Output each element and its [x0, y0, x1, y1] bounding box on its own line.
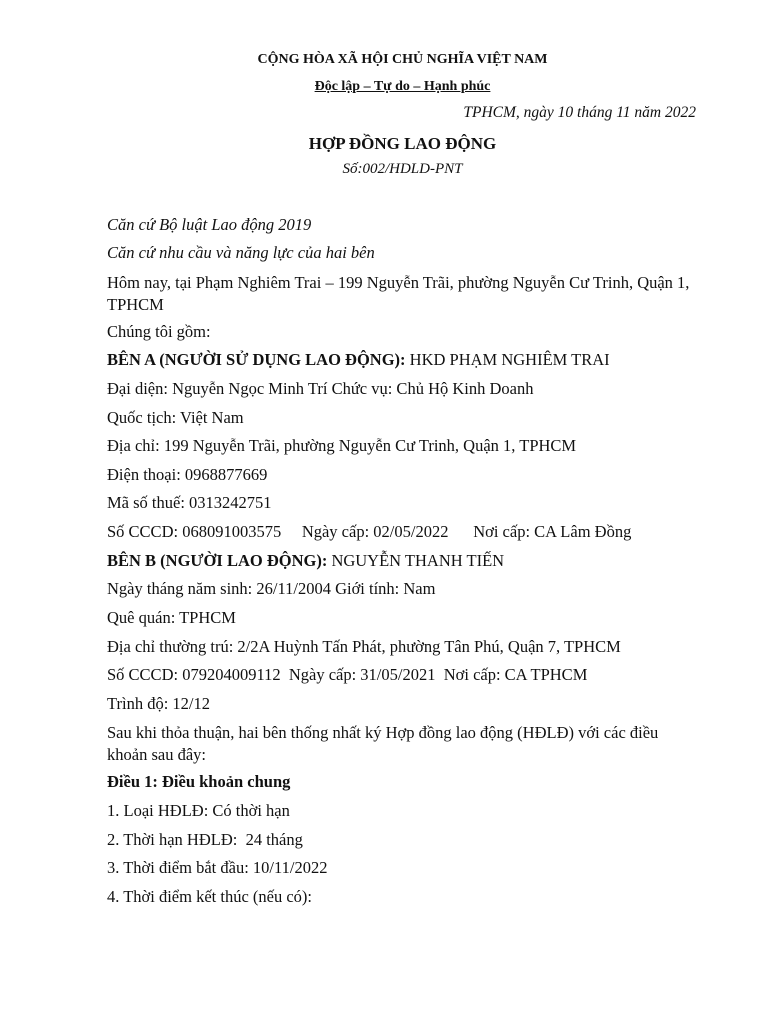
party-a-representative: Đại diện: Nguyễn Ngọc Minh Trí Chức vụ: Chủ Hộ Kinh Doanh [107, 379, 534, 398]
party-b-residence: Địa chỉ thường trú: 2/2A Huỳnh Tấn Phát, phường Tân Phú, Quận 7, TPHCM [107, 637, 621, 656]
party-b-name: NGUYỄN THANH TIẾN [327, 551, 505, 570]
article-1-item: 2. Thời hạn HĐLĐ: 24 tháng [107, 830, 303, 849]
party-b-label: BÊN B (NGƯỜI LAO ĐỘNG): [107, 551, 328, 570]
legal-basis-1: Căn cứ Bộ luật Lao động 2019 [107, 215, 312, 234]
article-1-heading: Điều 1: Điều khoản chung [107, 772, 291, 791]
agreement-paragraph: Sau khi thỏa thuận, hai bên thống nhất ký Hợp đồng lao động (HĐLĐ) với các điều khoản sau đây: [107, 723, 659, 764]
party-a-nationality: Quốc tịch: Việt Nam [107, 408, 244, 427]
party-b-id-card: Số CCCD: 079204009112 Ngày cấp: 31/05/2021 Nơi cấp: CA TPHCM [107, 665, 588, 684]
party-a-phone: Điện thoại: 0968877669 [107, 465, 268, 484]
location-paragraph: Hôm nay, tại Phạm Nghiêm Trai – 199 Nguyễn Trãi, phường Nguyễn Cư Trinh, Quận 1, TPHCM [107, 273, 690, 314]
party-b-birth-gender: Ngày tháng năm sinh: 26/11/2004 Giới tính: Nam [107, 579, 436, 598]
national-motto: Độc lập – Tự do – Hạnh phúc [314, 79, 491, 94]
document-title: HỢP ĐỒNG LAO ĐỘNG [308, 134, 497, 153]
article-1-item: 4. Thời điểm kết thúc (nếu có): [107, 887, 312, 906]
party-a-tax-code: Mã số thuế: 0313242751 [107, 493, 272, 512]
party-a-name: HKD PHẠM NGHIÊM TRAI [405, 350, 610, 369]
party-a-id-card: Số CCCD: 068091003575 Ngày cấp: 02/05/2022 Nơi cấp: CA Lâm Đồng [107, 522, 632, 541]
party-b-hometown: Quê quán: TPHCM [107, 608, 236, 627]
party-b-heading [107, 551, 504, 571]
article-1-item: 1. Loại HĐLĐ: Có thời hạn [107, 801, 290, 820]
party-a-heading [107, 350, 610, 370]
date-line: TPHCM, ngày 10 tháng 11 năm 2022 [463, 104, 696, 121]
party-a-address: Địa chỉ: 199 Nguyễn Trãi, phường Nguyễn Cư Trinh, Quận 1, TPHCM [107, 436, 577, 455]
article-1-item: 3. Thời điểm bắt đầu: 10/11/2022 [107, 858, 328, 877]
national-header: CỘNG HÒA XÃ HỘI CHỦ NGHĨA VIỆT NAM [257, 52, 548, 67]
we-are-line: Chúng tôi gồm: [107, 322, 211, 341]
legal-basis-2: Căn cứ nhu cầu và năng lực của hai bên [107, 243, 375, 262]
document-number: Số:002/HDLD-PNT [342, 161, 463, 177]
party-a-label: BÊN A (NGƯỜI SỬ DỤNG LAO ĐỘNG): [107, 350, 406, 369]
party-b-education: Trình độ: 12/12 [107, 694, 210, 713]
